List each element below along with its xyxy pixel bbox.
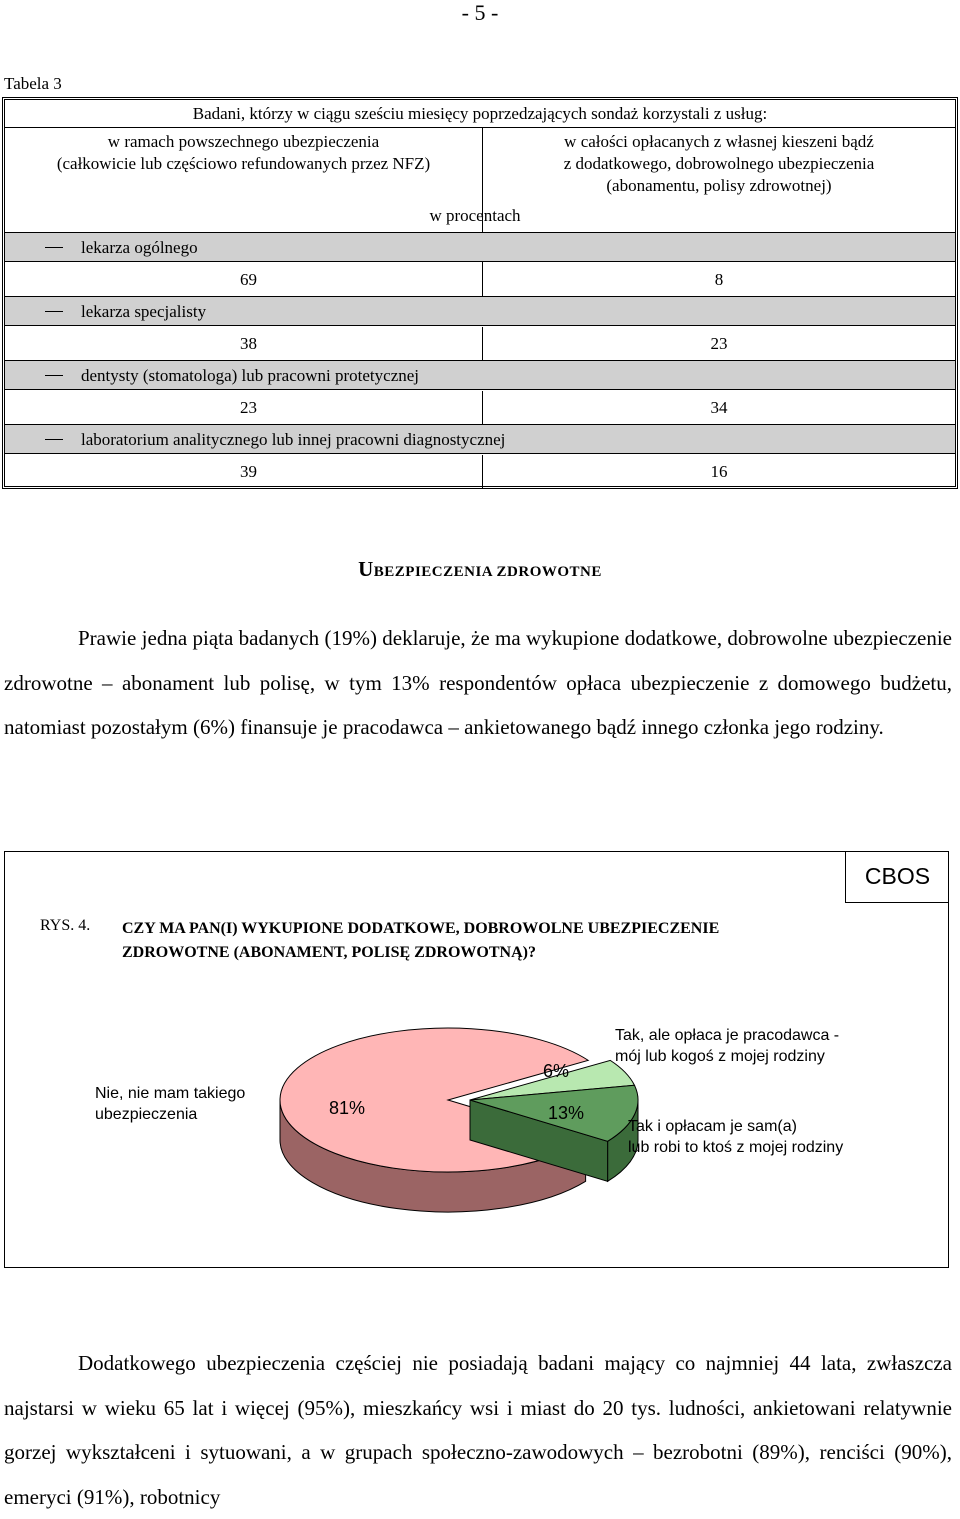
- table-cell: 8: [714, 270, 724, 289]
- col2-line1: w całości opłacanych z własnej kieszeni bądź: [564, 132, 874, 151]
- pie-value-label: 81%: [328, 1098, 366, 1118]
- pie-category-label: lub robi to ktoś z mojej rodziny: [628, 1139, 844, 1156]
- table-caption: Tabela 3: [4, 74, 62, 93]
- col1-line1: w ramach powszechnego ubezpieczenia: [107, 132, 380, 151]
- page-number: - 5 -: [461, 0, 499, 25]
- paragraph: Dodatkowego ubezpieczenia częściej nie posiadają badani mający co najmniej 44 lata, zwłaszcza najstarsi w wieku 65 lat i więcej (95%), mieszkańcy wsi i miast do 20 tys. ludności, ankietowani relatywnie gorzej wykształceni i sytuowani, a w grupach społeczno-zawodowych – bezrobotni (89%), renciści (90%), emeryci (91%), robotnicy: [4, 1351, 952, 1509]
- source-label: CBOS: [845, 852, 949, 903]
- table-header: Badani, którzy w ciągu sześciu miesięcy poprzedzających sondaż korzystali z usług:: [5, 100, 955, 128]
- pie-category-label: mój lub kogoś z mojej rodziny: [615, 1048, 825, 1065]
- table-cell: 38: [5, 327, 483, 360]
- table-cell: 23: [710, 334, 728, 353]
- pie-value-label: 6%: [542, 1061, 570, 1081]
- figure-number: RYS. 4.: [40, 917, 91, 934]
- col1-line2: (całkowicie lub częściowo refundowanych przez NFZ): [56, 154, 431, 173]
- pie-value-label: 13%: [547, 1103, 585, 1123]
- row-label: dentysty (stomatologa) lub pracowni protetycznej: [5, 360, 955, 390]
- col2-line3: (abonamentu, polisy zdrowotnej): [606, 176, 832, 195]
- paragraph: Prawie jedna piąta badanych (19%) deklaruje, że ma wykupione dodatkowe, dobrowolne ubezpieczenie zdrowotne – abonament lub polisę, w tym 13% respondentów opłaca ubezpieczenie z domowego budżetu, natomiast pozostałym (6%) finansuje je pracodawca – ankietowanego bądź innego członka jego rodziny.: [4, 626, 952, 739]
- row-label: lekarza ogólnego: [5, 232, 955, 262]
- col2-line2: z dodatkowego, dobrowolnego ubezpieczenia: [563, 154, 875, 173]
- pie-category-label: ubezpieczenia: [95, 1106, 198, 1123]
- table-cell: 39: [5, 455, 483, 488]
- table-cell: 34: [710, 398, 728, 417]
- pie-category-label: Tak, ale opłaca je pracodawca -: [615, 1027, 840, 1044]
- row-label: lekarza specjalisty: [5, 296, 955, 326]
- section-title: UBEZPIECZENIA ZDROWOTNE: [358, 557, 602, 581]
- pie-category-label: Nie, nie mam takiego: [95, 1085, 246, 1102]
- table-cell: 16: [710, 462, 728, 481]
- unit-label: w procentach: [429, 206, 521, 225]
- figure-title: CZY MA PAN(I) WYKUPIONE DODATKOWE, DOBROWOLNE UBEZPIECZENIE ZDROWOTNE (ABONAMENT, POLISĘ ZDROWOTNĄ)?: [122, 920, 720, 961]
- row-label: laboratorium analitycznego lub innej pracowni diagnostycznej: [5, 424, 955, 454]
- table-cell: 69: [5, 263, 483, 296]
- pie-category-label: Tak i opłacam je sam(a): [628, 1118, 797, 1135]
- table-cell: 23: [5, 391, 483, 424]
